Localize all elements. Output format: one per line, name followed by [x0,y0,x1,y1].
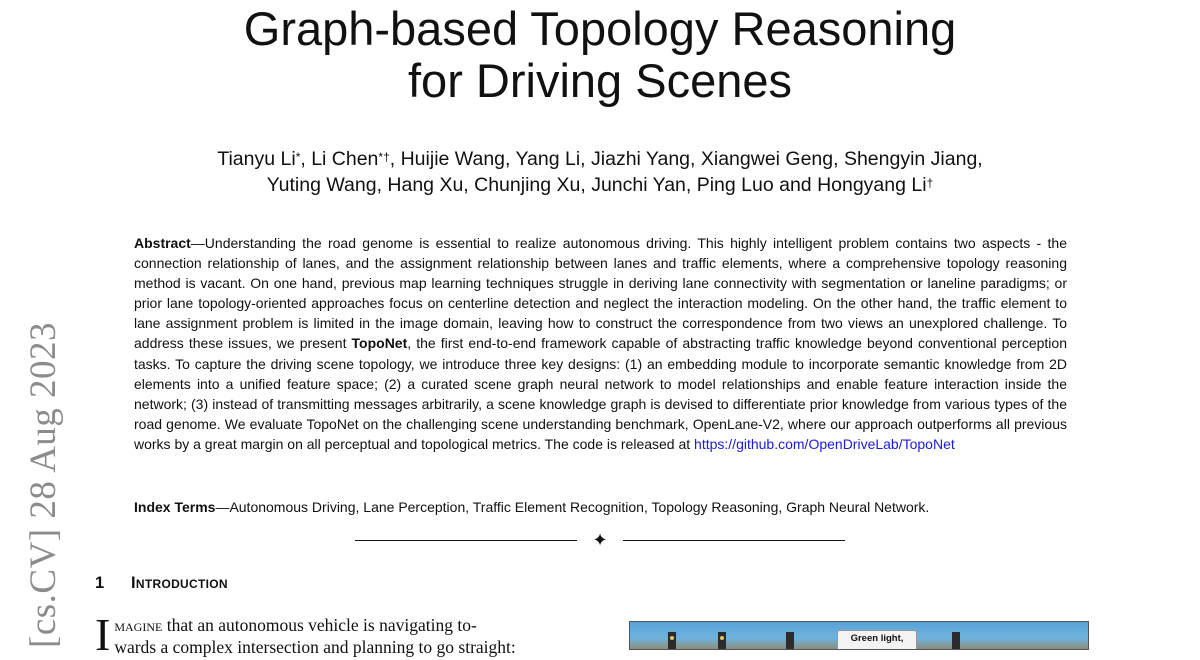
index-terms-label: Index Terms [134,499,216,515]
section-heading [95,572,228,594]
divider-line [355,540,577,541]
abstract [134,233,1067,454]
abstract-text: —Understanding the road genome is essential to realize autonomous driving. This highly intelligent problem contains two aspects - the connection relationship of lanes, and the assignment relationship between lanes and traffic elements, where a comprehensive topology reasoning method is vacant. On one hand, previous map learning techniques struggle in deriving lane connectivity with segmentation or laneline paradigms; or prior lane topology-oriented approaches focus on centerline detection and neglect the interaction modeling. On the other hand, the traffic element to lane assignment problem is limited in the image domain, leaving how to construct the correspondence from two views an unexplored challenge. To address these issues, we present [134,235,1067,352]
arxiv-stamp: [cs.CV] 28 Aug 2023 [23,321,64,648]
method-name: TopoNet [351,335,408,352]
traffic-light-icon [718,632,726,650]
abstract-label: Abstract [134,235,191,251]
section-number: 1 [95,574,105,592]
index-terms-text: —Autonomous Driving, Lane Perception, Traffic Element Recognition, Topology Reasoning, Graph Neural Network. [215,499,930,515]
traffic-light-icon [786,632,794,650]
author-line-2 [0,172,1200,198]
intro-text: wards a complex intersection and planning to go straight: [114,637,516,657]
title-line-2: for Driving Scenes [408,54,792,107]
section-title: Introduction [131,574,228,592]
author-name: , Li Chen [300,148,379,170]
intro-text: that an autonomous vehicle is navigating to- [162,615,477,635]
author-mark: *† [378,150,390,164]
traffic-light-icon [952,632,960,650]
title-line-1: Graph-based Topology Reasoning [243,2,957,55]
author-mark: † [926,176,934,190]
author-mark: * [295,150,301,164]
traffic-light-icon [668,632,676,650]
intro-paragraph [95,609,585,660]
author-name: Tianyu Li [217,148,296,170]
index-terms [134,497,1067,517]
abstract-text: , the first end-to-end framework capable of abstracting traffic knowledge beyond conventional perception tasks. To capture the driving scene topology, we introduce three key designs: (1) an embedding module to incorporate semantic knowledge from 2D elements into a unified feature space; (2) a curated scene graph neural network to model relationships and enable feature interaction inside the network; (3) instead of transmitting messages arbitrarily, a scene knowledge graph is devised to differentiate prior knowledge from various types of the road genome. We evaluate TopoNet on the challenging scene understanding benchmark, OpenLane-V2, where our approach outperforms all previous works by a great margin on all perceptual and topological metrics. The code is released at [134,335,1067,452]
signal-lamp-icon [720,636,724,640]
intro-smallcaps: magine [114,615,163,635]
divider-ornament-icon: ✦ [592,530,608,550]
figure-callout: Green light, [837,630,917,650]
author-names: , Huijie Wang, Yang Li, Jiazhi Yang, Xiangwei Geng, Shengyin Jiang, [389,148,983,170]
signal-lamp-icon [670,636,674,640]
drop-cap: I [95,609,111,660]
code-link[interactable]: https://github.com/OpenDriveLab/TopoNet [694,435,955,452]
author-list [0,146,1200,198]
teaser-figure [629,621,1089,650]
divider-line [623,540,845,541]
author-line-1 [0,146,1200,172]
author-names: Yuting Wang, Hang Xu, Chunjing Xu, Junchi Yan, Ping Luo and Hongyang Li [266,174,927,196]
